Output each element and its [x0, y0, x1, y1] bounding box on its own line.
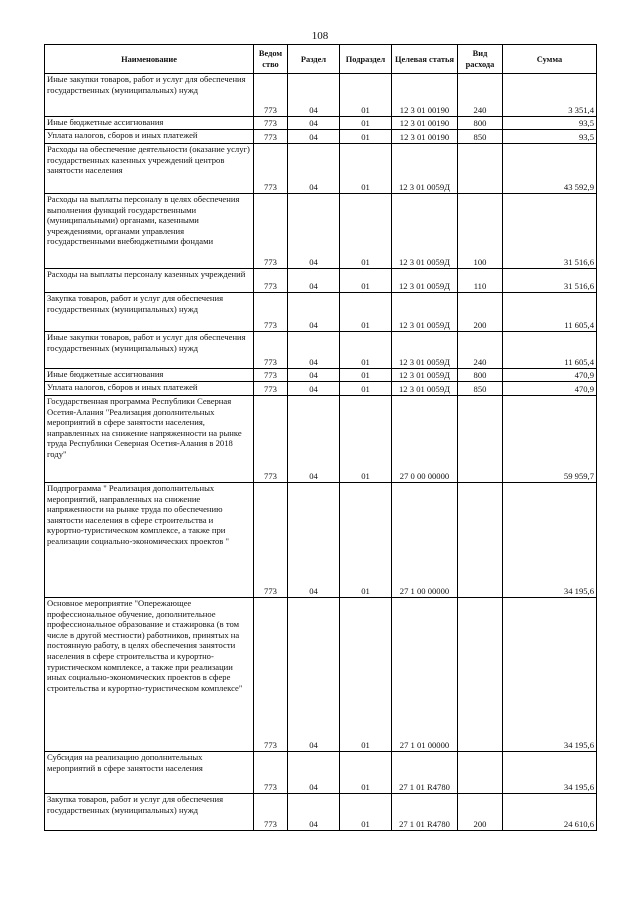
cell-name: Уплата налогов, сборов и иных платежей — [45, 382, 254, 396]
cell-vedom: 773 — [254, 598, 288, 752]
cell-razdel: 04 — [288, 74, 340, 117]
cell-name: Субсидия на реализацию дополнительных мероприятий в сфере занятости населения — [45, 752, 254, 794]
cell-podrazdel: 01 — [340, 332, 392, 369]
cell-vid — [458, 598, 503, 752]
cell-razdel: 04 — [288, 117, 340, 130]
table-row — [45, 269, 597, 293]
cell-vedom: 773 — [254, 74, 288, 117]
col-header-podrazdel: Подраздел — [340, 45, 392, 74]
cell-vedom: 773 — [254, 194, 288, 269]
cell-vid: 100 — [458, 194, 503, 269]
cell-podrazdel: 01 — [340, 794, 392, 831]
cell-vid: 200 — [458, 293, 503, 332]
table-row — [45, 369, 597, 382]
cell-podrazdel: 01 — [340, 269, 392, 293]
cell-podrazdel: 01 — [340, 483, 392, 598]
cell-vid: 200 — [458, 794, 503, 831]
col-header-vid: Вид расхода — [458, 45, 503, 74]
cell-vedom: 773 — [254, 382, 288, 396]
cell-vid: 110 — [458, 269, 503, 293]
cell-target: 12 3 01 0059Д — [392, 382, 458, 396]
cell-podrazdel: 01 — [340, 130, 392, 144]
table-row — [45, 396, 597, 483]
cell-vedom: 773 — [254, 293, 288, 332]
cell-podrazdel: 01 — [340, 382, 392, 396]
page-number: 108 — [311, 30, 329, 42]
cell-sum: 31 516,6 — [503, 269, 597, 293]
cell-name: Уплата налогов, сборов и иных платежей — [45, 130, 254, 144]
col-header-razdel: Раздел — [288, 45, 340, 74]
cell-vid: 850 — [458, 130, 503, 144]
cell-vedom: 773 — [254, 396, 288, 483]
cell-target: 27 1 01 R4780 — [392, 752, 458, 794]
cell-name: Иные закупки товаров, работ и услуг для обеспечения государственных (муниципальных) нужд — [45, 332, 254, 369]
cell-sum: 43 592,9 — [503, 144, 597, 194]
cell-podrazdel: 01 — [340, 194, 392, 269]
table-row — [45, 117, 597, 130]
cell-target: 12 3 01 0059Д — [392, 269, 458, 293]
cell-vid — [458, 144, 503, 194]
cell-vedom: 773 — [254, 117, 288, 130]
cell-target: 12 3 01 0059Д — [392, 293, 458, 332]
table-row — [45, 332, 597, 369]
table-row — [45, 194, 597, 269]
cell-sum: 11 605,4 — [503, 332, 597, 369]
cell-name: Закупка товаров, работ и услуг для обеспечения государственных (муниципальных) нужд — [45, 293, 254, 332]
cell-name: Иные закупки товаров, работ и услуг для обеспечения государственных (муниципальных) нужд — [45, 74, 254, 117]
cell-razdel: 04 — [288, 332, 340, 369]
cell-sum: 470,9 — [503, 369, 597, 382]
cell-razdel: 04 — [288, 144, 340, 194]
cell-razdel: 04 — [288, 752, 340, 794]
cell-name: Расходы на выплаты персоналу в целях обеспечения выполнения функций государственными (муниципальными) органами, казенными учреждениями, органами управления государственными внебюджетными фондами — [45, 194, 254, 269]
cell-name: Основное мероприятие "Опережающее профессиональное обучение, дополнительное профессиональное образование и стажировка (в том числе в другой местности) работников, принятых на постоянную работу, в целях обеспечения занятости населения в сфере строительства и курортно-туристическом комплексе, а также при реализации иных социально-экономических проектов в сфере строительства и курортно-туристическом комплексе" — [45, 598, 254, 752]
cell-target: 12 3 01 0059Д — [392, 369, 458, 382]
cell-vid — [458, 396, 503, 483]
cell-name: Иные бюджетные ассигнования — [45, 117, 254, 130]
col-header-sum: Сумма — [503, 45, 597, 74]
cell-sum: 93,5 — [503, 130, 597, 144]
cell-sum: 3 351,4 — [503, 74, 597, 117]
cell-sum: 34 195,6 — [503, 752, 597, 794]
cell-name: Иные бюджетные ассигнования — [45, 369, 254, 382]
cell-vedom: 773 — [254, 144, 288, 194]
cell-podrazdel: 01 — [340, 598, 392, 752]
table-row — [45, 598, 597, 752]
cell-target: 27 1 00 00000 — [392, 483, 458, 598]
cell-sum: 59 959,7 — [503, 396, 597, 483]
table-row — [45, 382, 597, 396]
cell-vedom: 773 — [254, 483, 288, 598]
cell-razdel: 04 — [288, 483, 340, 598]
cell-razdel: 04 — [288, 269, 340, 293]
cell-sum: 24 610,6 — [503, 794, 597, 831]
cell-podrazdel: 01 — [340, 117, 392, 130]
cell-razdel: 04 — [288, 598, 340, 752]
cell-vedom: 773 — [254, 794, 288, 831]
cell-vid: 800 — [458, 369, 503, 382]
cell-razdel: 04 — [288, 293, 340, 332]
cell-vedom: 773 — [254, 130, 288, 144]
cell-target: 27 1 01 R4780 — [392, 794, 458, 831]
cell-name: Закупка товаров, работ и услуг для обеспечения государственных (муниципальных) нужд — [45, 794, 254, 831]
cell-target: 27 1 01 00000 — [392, 598, 458, 752]
cell-podrazdel: 01 — [340, 144, 392, 194]
cell-vedom: 773 — [254, 752, 288, 794]
cell-razdel: 04 — [288, 794, 340, 831]
col-header-target: Целевая статья — [392, 45, 458, 74]
cell-sum: 34 195,6 — [503, 483, 597, 598]
cell-target: 12 3 01 00190 — [392, 117, 458, 130]
cell-vid: 240 — [458, 74, 503, 117]
cell-name: Расходы на выплаты персоналу казенных учреждений — [45, 269, 254, 293]
budget-table — [44, 44, 597, 831]
cell-sum: 93,5 — [503, 117, 597, 130]
cell-razdel: 04 — [288, 382, 340, 396]
cell-vedom: 773 — [254, 332, 288, 369]
cell-podrazdel: 01 — [340, 752, 392, 794]
table-row — [45, 752, 597, 794]
cell-vedom: 773 — [254, 369, 288, 382]
table-row — [45, 130, 597, 144]
table-row — [45, 483, 597, 598]
cell-name: Расходы на обеспечение деятельности (оказание услуг) государственных казенных учреждений центров занятости населения — [45, 144, 254, 194]
cell-target: 12 3 01 0059Д — [392, 194, 458, 269]
table-row — [45, 74, 597, 117]
cell-name: Подпрограмма " Реализация дополнительных мероприятий, направленных на снижение напряженности на рынке труда по обеспечению занятости населения в сфере строительства и курортно-туристическом комплексе, а также при реализации социально-экономических проектов " — [45, 483, 254, 598]
table-row — [45, 144, 597, 194]
cell-vid — [458, 752, 503, 794]
cell-target: 12 3 01 0059Д — [392, 144, 458, 194]
cell-vid: 240 — [458, 332, 503, 369]
header-row — [45, 45, 597, 74]
cell-target: 12 3 01 0059Д — [392, 332, 458, 369]
cell-sum: 11 605,4 — [503, 293, 597, 332]
cell-target: 27 0 00 00000 — [392, 396, 458, 483]
cell-razdel: 04 — [288, 396, 340, 483]
cell-podrazdel: 01 — [340, 396, 392, 483]
table-row — [45, 293, 597, 332]
cell-razdel: 04 — [288, 194, 340, 269]
cell-sum: 34 195,6 — [503, 598, 597, 752]
col-header-vedom: Ведом ство — [254, 45, 288, 74]
cell-razdel: 04 — [288, 130, 340, 144]
cell-vid — [458, 483, 503, 598]
cell-vedom: 773 — [254, 269, 288, 293]
cell-podrazdel: 01 — [340, 369, 392, 382]
table-row — [45, 794, 597, 831]
cell-name: Государственная программа Республики Северная Осетия-Алания "Реализация дополнительных мероприятий в сфере занятости населения, направленных на снижение напряженности на рынке труда Республики Северная Осетия-Алания в 2018 году" — [45, 396, 254, 483]
cell-vid: 850 — [458, 382, 503, 396]
cell-target: 12 3 01 00190 — [392, 130, 458, 144]
cell-vid: 800 — [458, 117, 503, 130]
col-header-name: Наименование — [45, 45, 254, 74]
cell-podrazdel: 01 — [340, 74, 392, 117]
cell-sum: 31 516,6 — [503, 194, 597, 269]
cell-podrazdel: 01 — [340, 293, 392, 332]
cell-razdel: 04 — [288, 369, 340, 382]
cell-sum: 470,9 — [503, 382, 597, 396]
cell-target: 12 3 01 00190 — [392, 74, 458, 117]
